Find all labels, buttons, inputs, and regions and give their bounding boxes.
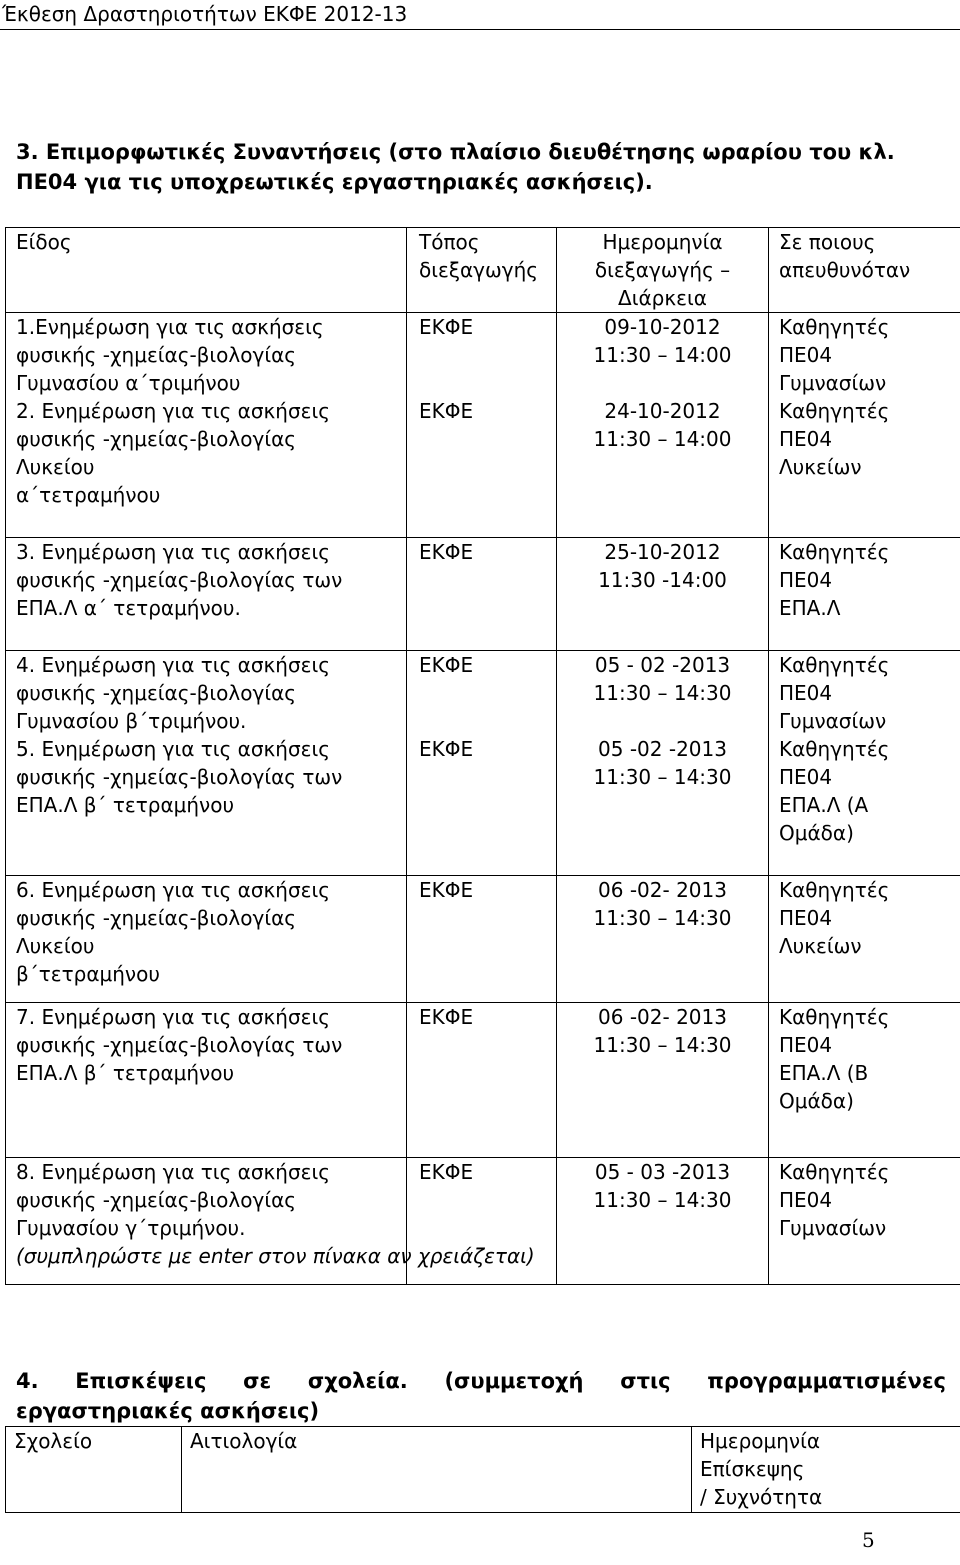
entry-block xyxy=(16,1003,406,1115)
cell-line: Λυκείων xyxy=(779,455,862,479)
cell-line: Τόπος xyxy=(419,230,480,254)
cell-line: 11:30 – 14:30 xyxy=(593,681,732,705)
training-meetings-table xyxy=(5,227,960,1285)
entry-block xyxy=(419,1158,556,1242)
cell-line: Γυμνασίων xyxy=(779,1216,887,1240)
cell-line: 11:30 – 14:30 xyxy=(593,906,732,930)
entry-block xyxy=(419,313,556,397)
audience-cell xyxy=(769,1003,960,1158)
table-row xyxy=(6,651,960,876)
cell-line: απευθυνόταν xyxy=(779,258,911,282)
cell-line: φυσικής -χημείας-βιολογίας xyxy=(16,1188,297,1212)
cell-line: διεξαγωγής – xyxy=(594,258,731,282)
date-cell xyxy=(557,1158,769,1285)
cell-line: 1.Ενημέρωση για τις ασκήσεις xyxy=(16,315,324,339)
entry-block xyxy=(557,397,768,509)
cell-line: 11:30 – 14:00 xyxy=(593,343,732,367)
header-type xyxy=(6,228,407,313)
cell-line: ΕΠΑ.Λ (Β xyxy=(779,1061,869,1085)
header-place xyxy=(407,228,557,313)
cell-line: Λυκείου xyxy=(16,455,95,479)
cell-line: ΕΚΦΕ xyxy=(419,399,474,423)
cell-line: ΠΕ04 xyxy=(779,1188,833,1212)
cell-line: Γυμνασίων xyxy=(779,371,887,395)
cell-line: ΠΕ04 xyxy=(779,343,833,367)
cell-line: Γυμνασίου α΄τριμήνου xyxy=(16,371,241,395)
cell-line: Λυκείου xyxy=(16,934,95,958)
entry-block xyxy=(419,651,556,735)
table-row xyxy=(6,538,960,651)
cell-line: Καθηγητές xyxy=(779,737,890,761)
table-row xyxy=(6,1003,960,1158)
cell-line: Ομάδα) xyxy=(779,1089,854,1113)
cell-line: Καθηγητές xyxy=(779,399,890,423)
cell-line: ΕΠΑ.Λ xyxy=(779,596,841,620)
cell-line: α΄τετραμήνου xyxy=(16,483,161,507)
cell-line: ΕΚΦΕ xyxy=(419,878,474,902)
cell-line: Σε ποιους xyxy=(779,230,876,254)
visits-header-row xyxy=(6,1427,960,1513)
cell-line: 11:30 – 14:00 xyxy=(593,427,732,451)
cell-line: 11:30 -14:00 xyxy=(598,568,727,592)
cell-line: ΕΠΑ.Λ β΄ τετραμήνου xyxy=(16,793,235,817)
cell-line: Αιτιολογία xyxy=(190,1429,298,1453)
cell-line: φυσικής -χημείας-βιολογίας xyxy=(16,343,297,367)
cell-line: ΕΠΑ.Λ (Α xyxy=(779,793,869,817)
cell-line: Είδος xyxy=(16,230,72,254)
audience-cell xyxy=(769,651,960,876)
entry-block xyxy=(419,1003,556,1115)
table-row xyxy=(6,876,960,1003)
cell-line: 11:30 – 14:30 xyxy=(593,765,732,789)
place-cell xyxy=(407,876,557,1003)
entry-block xyxy=(779,735,960,847)
cell-line: 11:30 – 14:30 xyxy=(593,1188,732,1212)
cell-line: 6. Ενημέρωση για τις ασκήσεις xyxy=(16,878,330,902)
cell-line: Ομάδα) xyxy=(779,821,854,845)
header-reason xyxy=(182,1427,692,1513)
entry-block xyxy=(16,538,406,622)
entry-block xyxy=(16,397,406,509)
cell-line: 06 -02- 2013 xyxy=(598,1005,727,1029)
cell-line: Λυκείων xyxy=(779,934,862,958)
entry-block xyxy=(557,876,768,988)
cell-line: ΕΚΦΕ xyxy=(419,1160,474,1184)
cell-line: 09-10-2012 xyxy=(604,315,721,339)
cell-line: ΕΚΦΕ xyxy=(419,653,474,677)
entry-block xyxy=(557,651,768,735)
type-cell xyxy=(6,538,407,651)
place-cell xyxy=(407,1003,557,1158)
cell-line: ΕΚΦΕ xyxy=(419,540,474,564)
cell-line: διεξαγωγής xyxy=(419,258,538,282)
cell-line: Καθηγητές xyxy=(779,1005,890,1029)
cell-line: φυσικής -χημείας-βιολογίας των xyxy=(16,765,343,789)
header-visit-date xyxy=(692,1427,960,1513)
table-header-row xyxy=(6,228,960,313)
entry-block xyxy=(16,651,406,735)
entry-block xyxy=(779,651,960,735)
cell-line: 4. Ενημέρωση για τις ασκήσεις xyxy=(16,653,330,677)
type-cell xyxy=(6,876,407,1003)
cell-line: Γυμνασίου β΄τριμήνου. xyxy=(16,709,247,733)
entry-block xyxy=(16,1158,406,1242)
place-cell xyxy=(407,538,557,651)
document-header-title: Έκθεση Δραστηριοτήτων ΕΚΦΕ 2012-13 xyxy=(0,0,960,30)
section-4-title: 4. Επισκέψεις σε σχολεία. (συμμετοχή στις προγραμματισμένες εργαστηριακές ασκήσεις) xyxy=(16,1369,946,1423)
header-date xyxy=(557,228,769,313)
cell-line: 24-10-2012 xyxy=(604,399,721,423)
entry-block xyxy=(419,735,556,847)
cell-line: 11:30 – 14:30 xyxy=(593,1033,732,1057)
section-3-title: 3. Επιμορφωτικές Συναντήσεις (στο πλαίσιο διευθέτησης ωραρίου του κλ. ΠΕ04 για τις υποχρεωτικές εργαστηριακές ασκήσεις). xyxy=(16,140,895,194)
cell-line: Καθηγητές xyxy=(779,878,890,902)
cell-line: Διάρκεια xyxy=(618,286,707,310)
cell-line: Επίσκεψης xyxy=(700,1457,805,1481)
cell-line: 06 -02- 2013 xyxy=(598,878,727,902)
page-number: 5 xyxy=(862,1528,875,1552)
cell-line: ΠΕ04 xyxy=(779,1033,833,1057)
place-cell xyxy=(407,651,557,876)
audience-cell xyxy=(769,313,960,538)
table-row xyxy=(6,1158,960,1285)
cell-line: Καθηγητές xyxy=(779,315,890,339)
audience-cell xyxy=(769,538,960,651)
audience-cell xyxy=(769,876,960,1003)
type-cell xyxy=(6,1003,407,1158)
entry-block xyxy=(779,876,960,988)
school-visits-table xyxy=(5,1426,960,1513)
cell-line: ΠΕ04 xyxy=(779,906,833,930)
cell-line: φυσικής -χημείας-βιολογίας xyxy=(16,427,297,451)
cell-line: 25-10-2012 xyxy=(604,540,721,564)
cell-line: ΕΚΦΕ xyxy=(419,1005,474,1029)
entry-block xyxy=(779,397,960,509)
type-cell xyxy=(6,651,407,876)
date-cell xyxy=(557,1003,769,1158)
entry-block xyxy=(557,538,768,622)
type-cell xyxy=(6,313,407,538)
cell-line: Γυμνασίου γ΄τριμήνου. xyxy=(16,1216,246,1240)
cell-line: 3. Ενημέρωση για τις ασκήσεις xyxy=(16,540,330,564)
cell-line: ΕΠΑ.Λ β΄ τετραμήνου xyxy=(16,1061,235,1085)
header-audience xyxy=(769,228,960,313)
date-cell xyxy=(557,651,769,876)
cell-line: φυσικής -χημείας-βιολογίας των xyxy=(16,568,343,592)
header-school xyxy=(6,1427,182,1513)
entry-block xyxy=(16,876,406,988)
fill-in-note: (συμπληρώστε με enter στον πίνακα αν χρειάζεται) xyxy=(16,1244,535,1268)
date-cell xyxy=(557,876,769,1003)
cell-line: ΕΚΦΕ xyxy=(419,315,474,339)
cell-line: 05 -02 -2013 xyxy=(598,737,727,761)
entry-block xyxy=(779,538,960,622)
cell-line: 5. Ενημέρωση για τις ασκήσεις xyxy=(16,737,330,761)
cell-line: Ημερομηνία xyxy=(700,1429,821,1453)
cell-line: Καθηγητές xyxy=(779,540,890,564)
entry-block xyxy=(779,1003,960,1115)
cell-line: Γυμνασίων xyxy=(779,709,887,733)
entry-block xyxy=(557,1003,768,1115)
entry-block xyxy=(419,397,556,509)
cell-line: ΠΕ04 xyxy=(779,568,833,592)
cell-line: Σχολείο xyxy=(14,1429,93,1453)
entry-block xyxy=(779,313,960,397)
cell-line: Ημερομηνία xyxy=(602,230,723,254)
date-cell xyxy=(557,538,769,651)
cell-line: ΠΕ04 xyxy=(779,765,833,789)
entry-block xyxy=(779,1158,960,1242)
cell-line: ΕΠΑ.Λ α΄ τετραμήνου. xyxy=(16,596,241,620)
entry-block xyxy=(557,1158,768,1242)
cell-line: Καθηγητές xyxy=(779,1160,890,1184)
cell-line: ΠΕ04 xyxy=(779,681,833,705)
place-cell xyxy=(407,313,557,538)
cell-line: β΄τετραμήνου xyxy=(16,962,160,986)
cell-line: φυσικής -χημείας-βιολογίας xyxy=(16,906,297,930)
cell-line: 05 - 03 -2013 xyxy=(594,1160,731,1184)
date-cell xyxy=(557,313,769,538)
cell-line: 2. Ενημέρωση για τις ασκήσεις xyxy=(16,399,330,423)
cell-line: / Συχνότητα xyxy=(700,1485,823,1509)
entry-block xyxy=(16,313,406,397)
cell-line: 05 - 02 -2013 xyxy=(594,653,731,677)
table-row xyxy=(6,313,960,538)
entry-block xyxy=(16,735,406,847)
entry-block xyxy=(557,313,768,397)
cell-line: ΠΕ04 xyxy=(779,427,833,451)
cell-line: φυσικής -χημείας-βιολογίας των xyxy=(16,1033,343,1057)
audience-cell xyxy=(769,1158,960,1285)
cell-line: ΕΚΦΕ xyxy=(419,737,474,761)
entry-block xyxy=(419,538,556,622)
entry-block xyxy=(557,735,768,847)
cell-line: 8. Ενημέρωση για τις ασκήσεις xyxy=(16,1160,330,1184)
cell-line: 7. Ενημέρωση για τις ασκήσεις xyxy=(16,1005,330,1029)
cell-line: φυσικής -χημείας-βιολογίας xyxy=(16,681,297,705)
entry-block xyxy=(419,876,556,988)
cell-line: Καθηγητές xyxy=(779,653,890,677)
